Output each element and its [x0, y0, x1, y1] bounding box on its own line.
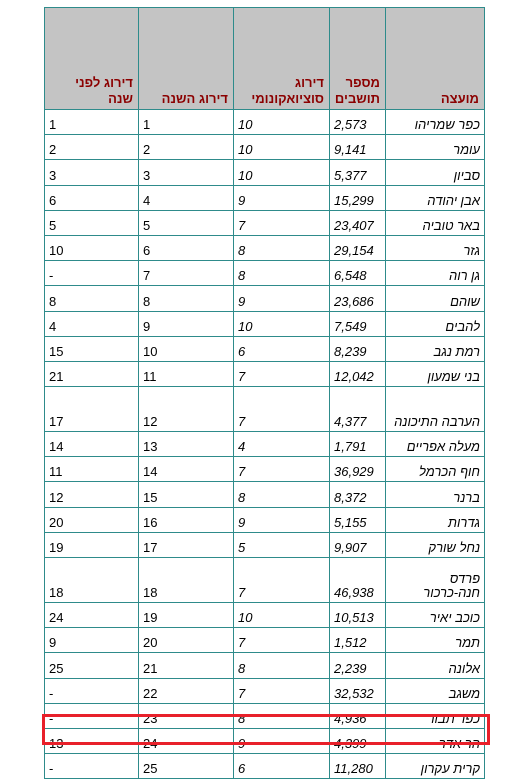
cell-council: כפר תבור: [386, 703, 485, 728]
cell-rank: 10: [139, 336, 234, 361]
cell-rank: 19: [139, 603, 234, 628]
cell-population: 7,549: [330, 311, 386, 336]
cell-socioeconomic: 7: [234, 558, 330, 603]
cell-socioeconomic: 9: [234, 507, 330, 532]
cell-socioeconomic: 10: [234, 603, 330, 628]
cell-socioeconomic: 7: [234, 457, 330, 482]
cell-council: אלונה: [386, 653, 485, 678]
cell-prev-rank: 15: [45, 336, 139, 361]
cell-population: 9,907: [330, 532, 386, 557]
header-rank-this-year: דירוג השנה: [139, 8, 234, 110]
table-row: [45, 703, 485, 728]
table-row: [45, 507, 485, 532]
table-row: [45, 135, 485, 160]
cell-rank: 21: [139, 653, 234, 678]
cell-prev-rank: 25: [45, 653, 139, 678]
table-row: [45, 728, 485, 753]
cell-socioeconomic: 5: [234, 532, 330, 557]
cell-rank: 22: [139, 678, 234, 703]
cell-population: 2,573: [330, 110, 386, 135]
cell-council: אבן יהודה: [386, 185, 485, 210]
header-socioeconomic-rank: דירוג סוציואקונומי: [234, 8, 330, 110]
cell-council: ברנר: [386, 482, 485, 507]
cell-population: 11,280: [330, 754, 386, 779]
cell-population: 46,938: [330, 558, 386, 603]
cell-socioeconomic: 9: [234, 728, 330, 753]
cell-council: גן רוה: [386, 261, 485, 286]
cell-rank: 17: [139, 532, 234, 557]
cell-socioeconomic: 8: [234, 482, 330, 507]
cell-prev-rank: -: [45, 261, 139, 286]
cell-council: מעלה אפריים: [386, 432, 485, 457]
cell-socioeconomic: 7: [234, 628, 330, 653]
table-row: [45, 185, 485, 210]
cell-rank: 9: [139, 311, 234, 336]
cell-socioeconomic: 10: [234, 135, 330, 160]
cell-population: 1,512: [330, 628, 386, 653]
cell-population: 4,377: [330, 387, 386, 432]
cell-council: גדרות: [386, 507, 485, 532]
cell-council: רמת נגב: [386, 336, 485, 361]
cell-prev-rank: 20: [45, 507, 139, 532]
cell-council: בני שמעון: [386, 361, 485, 386]
cell-council: תמר: [386, 628, 485, 653]
cell-socioeconomic: 6: [234, 336, 330, 361]
table-header-row: [45, 8, 485, 110]
cell-socioeconomic: 8: [234, 235, 330, 260]
cell-rank: 8: [139, 286, 234, 311]
cell-council: הר אדר: [386, 728, 485, 753]
header-population: מספר תושבים: [330, 8, 386, 110]
cell-prev-rank: 17: [45, 387, 139, 432]
cell-rank: 25: [139, 754, 234, 779]
cell-rank: 23: [139, 703, 234, 728]
cell-prev-rank: 3: [45, 160, 139, 185]
table-row: [45, 311, 485, 336]
cell-socioeconomic: 9: [234, 185, 330, 210]
ranking-table: [44, 7, 485, 779]
cell-rank: 12: [139, 387, 234, 432]
cell-council: סביון: [386, 160, 485, 185]
cell-prev-rank: 19: [45, 532, 139, 557]
table-row: [45, 210, 485, 235]
cell-population: 15,299: [330, 185, 386, 210]
cell-council: חוף הכרמל: [386, 457, 485, 482]
cell-population: 5,377: [330, 160, 386, 185]
cell-population: 29,154: [330, 235, 386, 260]
table-row: [45, 160, 485, 185]
cell-rank: 11: [139, 361, 234, 386]
cell-rank: 7: [139, 261, 234, 286]
cell-prev-rank: 12: [45, 482, 139, 507]
cell-population: 8,239: [330, 336, 386, 361]
cell-council: להבים: [386, 311, 485, 336]
cell-population: 6,548: [330, 261, 386, 286]
cell-council: גזר: [386, 235, 485, 260]
cell-population: 9,141: [330, 135, 386, 160]
cell-prev-rank: 13: [45, 728, 139, 753]
cell-population: 5,155: [330, 507, 386, 532]
table-row: [45, 678, 485, 703]
cell-socioeconomic: 6: [234, 754, 330, 779]
cell-population: 1,791: [330, 432, 386, 457]
cell-prev-rank: 6: [45, 185, 139, 210]
cell-prev-rank: 24: [45, 603, 139, 628]
cell-prev-rank: 21: [45, 361, 139, 386]
cell-socioeconomic: 10: [234, 110, 330, 135]
table-row: [45, 653, 485, 678]
cell-prev-rank: 2: [45, 135, 139, 160]
table-row: [45, 286, 485, 311]
table-row: [45, 235, 485, 260]
cell-prev-rank: 8: [45, 286, 139, 311]
table-body: [45, 110, 485, 779]
cell-council: באר טוביה: [386, 210, 485, 235]
table-row: [45, 482, 485, 507]
table-row: [45, 336, 485, 361]
cell-socioeconomic: 9: [234, 286, 330, 311]
cell-council: נחל שורק: [386, 532, 485, 557]
cell-rank: 6: [139, 235, 234, 260]
cell-socioeconomic: 8: [234, 653, 330, 678]
ranking-table-container: [44, 7, 485, 779]
cell-prev-rank: 5: [45, 210, 139, 235]
table-row: [45, 361, 485, 386]
cell-prev-rank: 4: [45, 311, 139, 336]
cell-rank: 14: [139, 457, 234, 482]
cell-council: כוכב יאיר: [386, 603, 485, 628]
cell-socioeconomic: 7: [234, 387, 330, 432]
cell-prev-rank: -: [45, 703, 139, 728]
cell-council: שוהם: [386, 286, 485, 311]
cell-population: 23,686: [330, 286, 386, 311]
table-row: [45, 603, 485, 628]
table-row: [45, 387, 485, 432]
cell-population: 12,042: [330, 361, 386, 386]
cell-population: 36,929: [330, 457, 386, 482]
cell-socioeconomic: 8: [234, 261, 330, 286]
cell-socioeconomic: 7: [234, 678, 330, 703]
cell-prev-rank: 18: [45, 558, 139, 603]
table-row-highlighted: [45, 754, 485, 779]
cell-population: 4,936: [330, 703, 386, 728]
cell-rank: 2: [139, 135, 234, 160]
table-row: [45, 457, 485, 482]
cell-rank: 18: [139, 558, 234, 603]
cell-socioeconomic: 7: [234, 361, 330, 386]
table-row: [45, 558, 485, 603]
cell-population: 8,372: [330, 482, 386, 507]
cell-socioeconomic: 4: [234, 432, 330, 457]
cell-socioeconomic: 10: [234, 160, 330, 185]
cell-socioeconomic: 10: [234, 311, 330, 336]
cell-rank: 3: [139, 160, 234, 185]
cell-population: 4,399: [330, 728, 386, 753]
cell-rank: 5: [139, 210, 234, 235]
cell-rank: 20: [139, 628, 234, 653]
cell-rank: 15: [139, 482, 234, 507]
cell-prev-rank: 10: [45, 235, 139, 260]
cell-rank: 24: [139, 728, 234, 753]
cell-council: קרית עקרון: [386, 754, 485, 779]
cell-prev-rank: 11: [45, 457, 139, 482]
cell-council: עומר: [386, 135, 485, 160]
cell-prev-rank: -: [45, 754, 139, 779]
cell-population: 10,513: [330, 603, 386, 628]
header-rank-prev-year: דירוג לפני שנה: [45, 8, 139, 110]
cell-rank: 13: [139, 432, 234, 457]
cell-prev-rank: 9: [45, 628, 139, 653]
cell-rank: 16: [139, 507, 234, 532]
cell-population: 23,407: [330, 210, 386, 235]
cell-socioeconomic: 7: [234, 210, 330, 235]
cell-rank: 1: [139, 110, 234, 135]
cell-council: כפר שמריהו: [386, 110, 485, 135]
table-row: [45, 432, 485, 457]
table-row: [45, 532, 485, 557]
cell-rank: 4: [139, 185, 234, 210]
cell-socioeconomic: 8: [234, 703, 330, 728]
cell-population: 2,239: [330, 653, 386, 678]
cell-prev-rank: 1: [45, 110, 139, 135]
cell-prev-rank: 14: [45, 432, 139, 457]
cell-population: 32,532: [330, 678, 386, 703]
table-row: [45, 261, 485, 286]
table-row: [45, 628, 485, 653]
header-council: מועצה: [386, 8, 485, 110]
cell-council: משגב: [386, 678, 485, 703]
cell-council: פרדס חנה-כרכור: [386, 558, 485, 603]
cell-prev-rank: -: [45, 678, 139, 703]
table-row: [45, 110, 485, 135]
cell-council: הערבה התיכונה: [386, 387, 485, 432]
